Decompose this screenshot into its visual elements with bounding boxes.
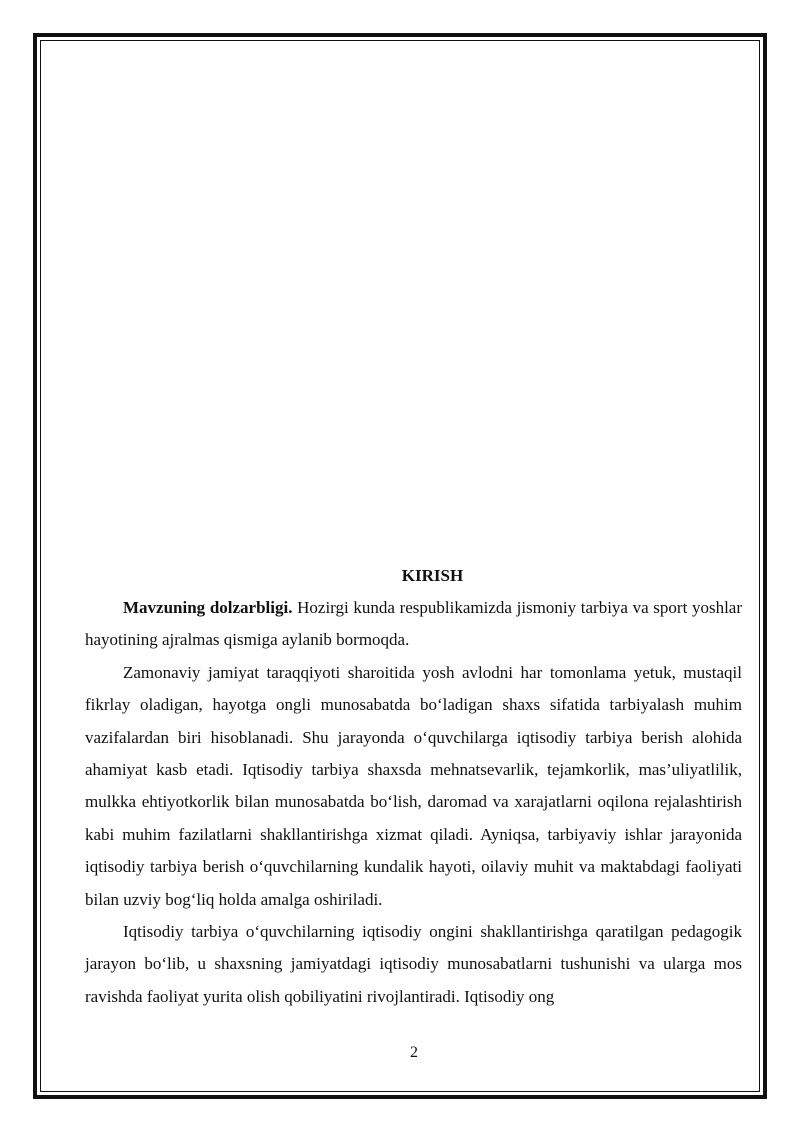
section-heading: KIRISH [401,566,464,585]
paragraph-3-text: Iqtisodiy tarbiya o‘quvchilarning iqtisodiy ongini shakllantirishga qaratilgan pedagogik jarayon bo‘lib, u shaxsning jamiyatdagi iqtisodiy munosabatlarni tushunishi va ularga mos ravishda faoliyat yurita olish qobiliyatini rivojlantiradi. Iqtisodiy ong [85,922,742,1006]
paragraph-1-text: Hozirgi kunda respublikamizda jismoniy tarbiya va sport yoshlar hayotining ajralmas qismiga aylanib bormoqda. [85,598,742,650]
page-number: 2 [410,1044,418,1061]
paragraph-1-lead: Mavzuning dolzarbligi. [123,598,293,617]
paragraph-2-text: Zamonaviy jamiyat taraqqiyoti sharoitida yosh avlodni har tomonlama yetuk, mustaqil fikrlay oladigan, hayotga ongli munosabatda bo‘ladigan shaxs sifatida tarbiyalash muhim vazifalardan biri hisoblanadi. Shu jarayonda o‘quvchilarga iqtisodiy tarbiya berish alohida ahamiyat kasb etadi. Iqtisodiy tarbiya shaxsda mehnatsevarlik, tejamkorlik, mas’uliyatlilik, mulkka ehtiyotkorlik bilan munosabatda bo‘lish, daromad va xarajatlarni oqilona rejalashtirish kabi muhim fazilatlarni shakllantirishga xizmat qiladi. Ayniqsa, tarbiyaviy ishlar jarayonida iqtisodiy tarbiya berish o‘quvchilarning kundalik hayoti, oilaviy muhit va maktabdagi faoliyati bilan uzviy bog‘liq holda amalga oshiriladi. [85,662,742,909]
paragraph-3 [85,916,742,1013]
paragraph-1 [85,592,742,657]
paragraph-2 [85,657,742,916]
document-body [85,560,742,1013]
